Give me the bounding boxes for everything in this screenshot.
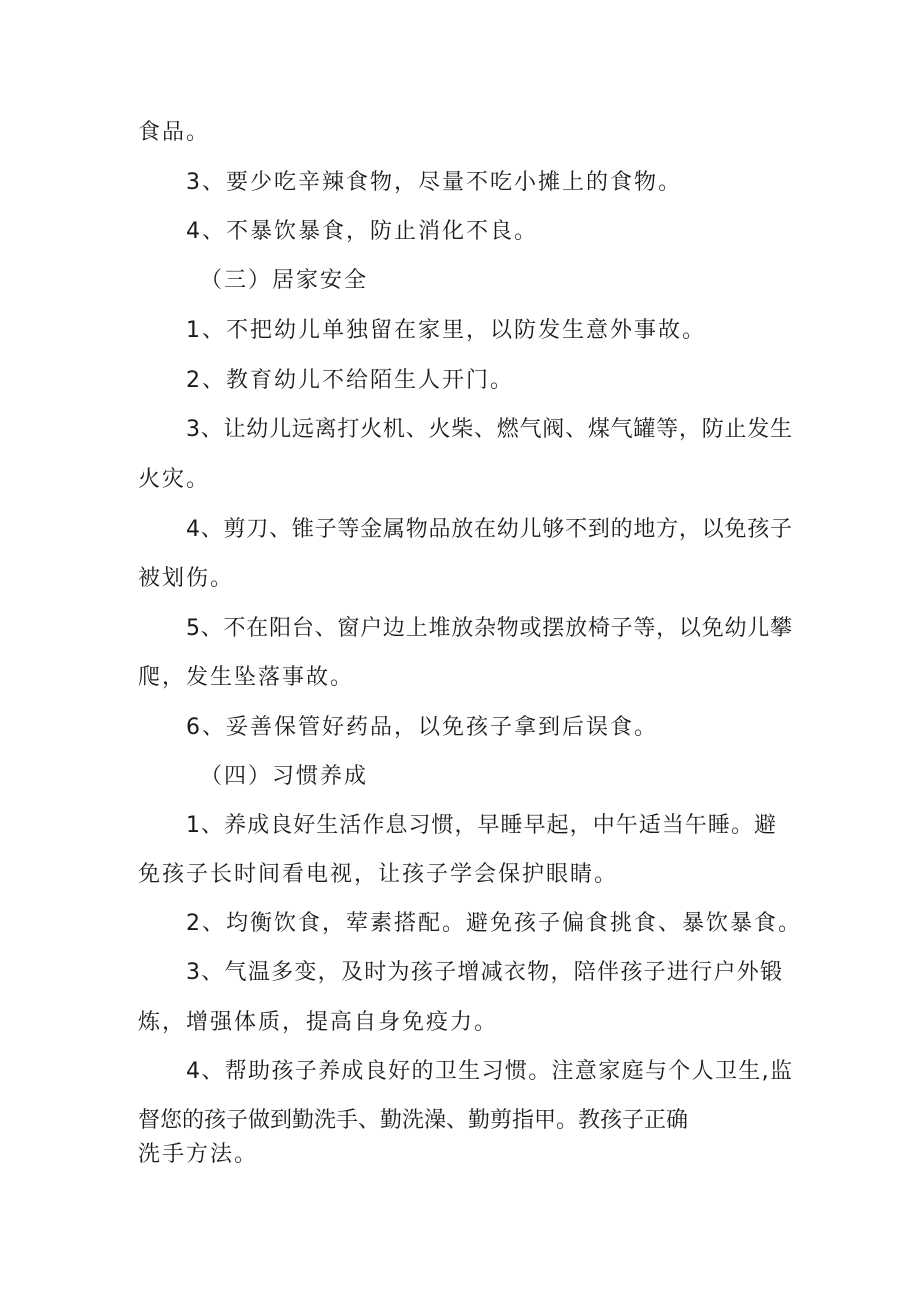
text-line: 督您的孩子做到勤洗手、勤洗澡、勤剪指甲。教孩子正确 bbox=[138, 1108, 689, 1133]
text-line: 免孩子长时间看电视，让孩子学会保护眼睛。 bbox=[138, 862, 619, 887]
list-item: 3、要少吃辛辣食物，尽量不吃小摊上的食物。 bbox=[186, 170, 682, 195]
list-item: 2、教育幼儿不给陌生人开门。 bbox=[186, 368, 514, 393]
list-item: 4、不暴饮暴食，防止消化不良。 bbox=[186, 219, 538, 244]
text-line: 食品。 bbox=[138, 120, 211, 145]
text-line: 火灾。 bbox=[138, 467, 211, 492]
text-line: 爬，发生坠落事故。 bbox=[138, 665, 355, 690]
list-item: 4、剪刀、锥子等金属物品放在幼儿够不到的地方，以免孩子 bbox=[186, 517, 792, 542]
text-line: 被划伤。 bbox=[138, 566, 235, 591]
list-item: 3、气温多变，及时为孩子增减衣物，陪伴孩子进行户外锻 bbox=[186, 960, 782, 985]
list-item: 4、帮助孩子养成良好的卫生习惯。注意家庭与个人卫生,监 bbox=[186, 1059, 792, 1084]
section-heading: （四）习惯养成 bbox=[200, 764, 369, 789]
section-heading: （三）居家安全 bbox=[200, 268, 369, 293]
text-line: 洗手方法。 bbox=[138, 1142, 259, 1167]
list-item: 6、妥善保管好药品，以免孩子拿到后误食。 bbox=[186, 715, 658, 740]
list-item: 1、养成良好生活作息习惯，早睡早起，中午适当午睡。避 bbox=[186, 813, 776, 838]
list-item: 5、不在阳台、窗户边上堆放杂物或摆放椅子等，以免幼儿攀 bbox=[186, 616, 792, 641]
text-line: 炼，增强体质，提高自身免疫力。 bbox=[138, 1010, 499, 1035]
list-item: 2、均衡饮食，荤素搭配。避免孩子偏食挑食、暴饮暴食。 bbox=[186, 911, 802, 936]
list-item: 1、不把幼儿单独留在家里，以防发生意外事故。 bbox=[186, 318, 706, 343]
list-item: 3、让幼儿远离打火机、火柴、燃气阀、煤气罐等，防止发生 bbox=[186, 417, 792, 442]
